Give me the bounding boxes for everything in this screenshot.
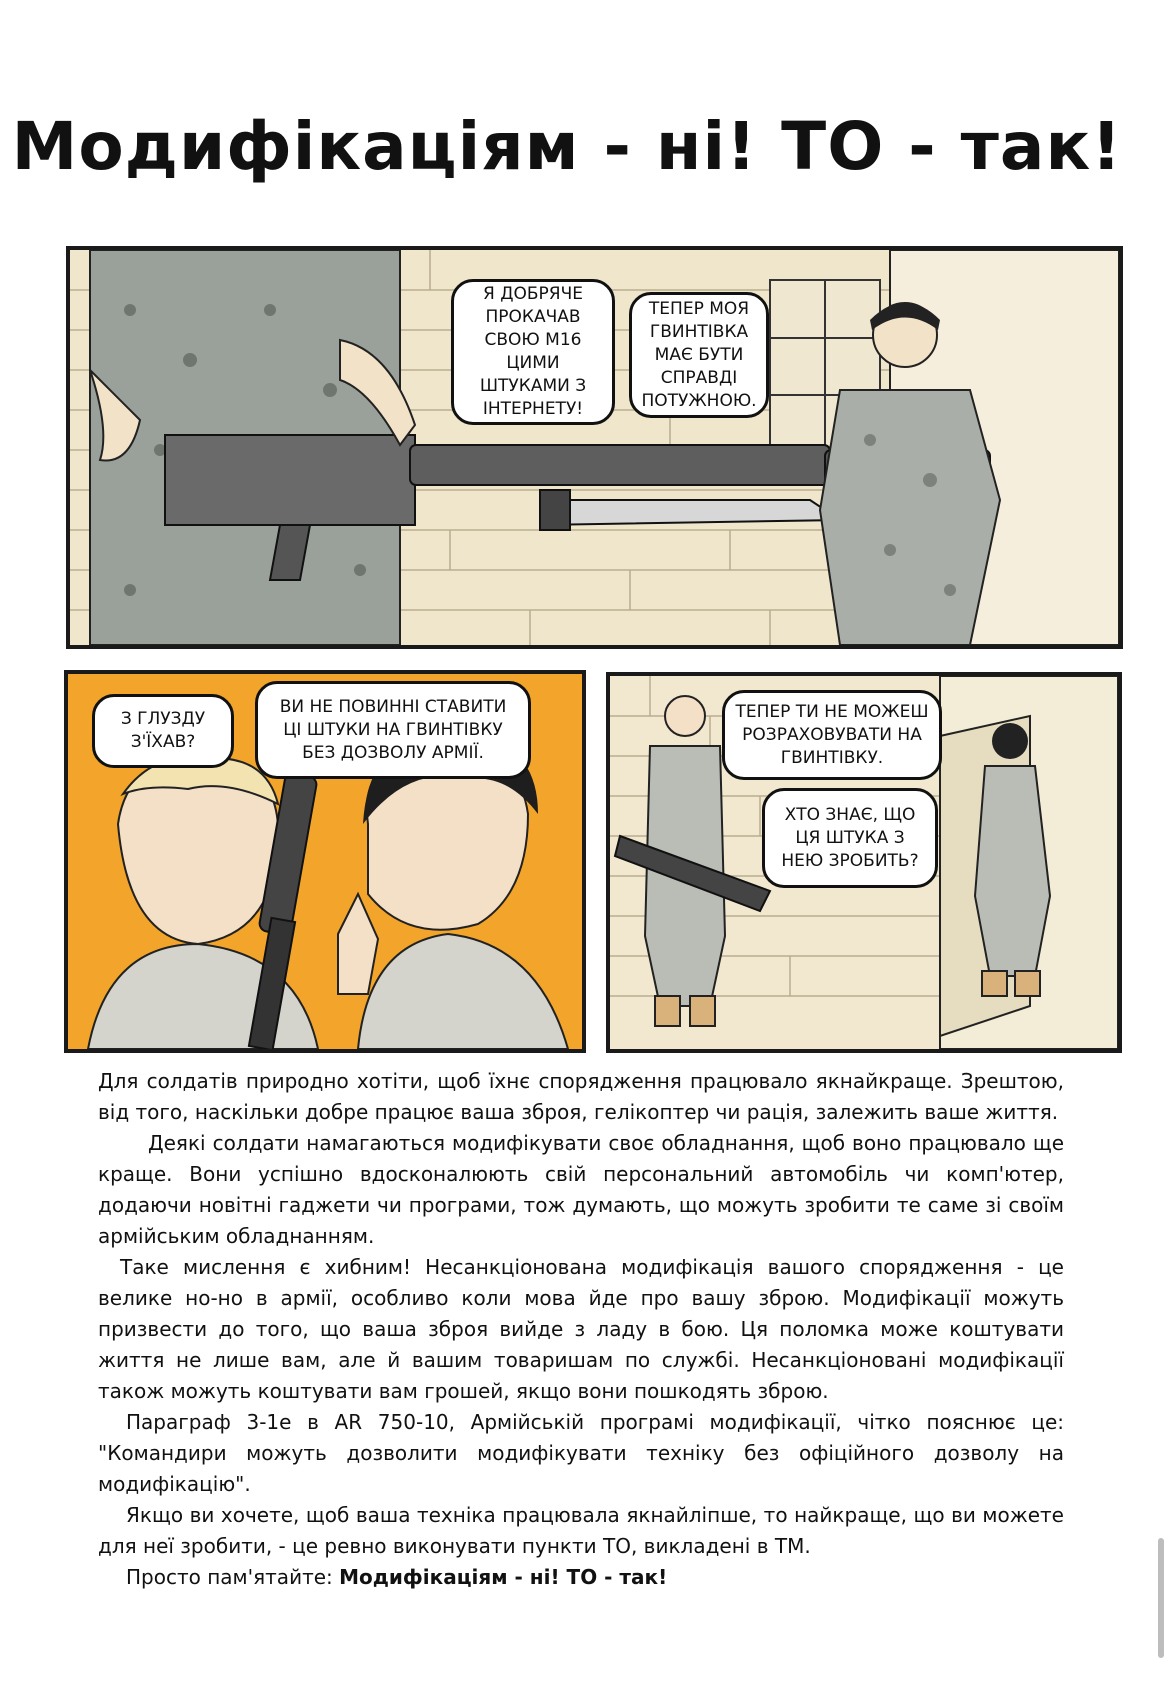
article-paragraph-2: Деякі солдати намагаються модифікувати своє обладнання, щоб воно працювало ще краще. Вони успішно вдосконалюють свій персональний автомобіль чи комп'ютер, додаючи новітні гаджети чи програми, тож думають, що можуть зробити те саме зі своїм армійським обладнанням.	[98, 1131, 1064, 1248]
speech-bubble-powerful-rifle: ТЕПЕР МОЯ ГВИНТІВКА МАЄ БУТИ СПРАВДІ ПОТУЖНОЮ.	[629, 292, 769, 418]
article-paragraph-4: Параграф 3-1е в AR 750-10, Армійській програмі модифікації, чітко пояснює це: "Командири можуть дозволити модифікувати техніку без офіційного дозволу на модифікацію".	[98, 1410, 1064, 1496]
comic-panel-3	[606, 672, 1122, 1053]
comic-panel-1	[66, 246, 1123, 649]
speech-bubble-army-permission: ВИ НЕ ПОВИННІ СТАВИТИ ЦІ ШТУКИ НА ГВИНТІВКУ БЕЗ ДОЗВОЛУ АРМІЇ.	[255, 681, 531, 779]
article-paragraph-6	[98, 1562, 1064, 1593]
speech-bubble-who-knows: ХТО ЗНАЄ, ЩО ЦЯ ШТУКА З НЕЮ ЗРОБИТЬ?	[762, 788, 938, 888]
speech-bubble-rifle-upgrade: Я ДОБРЯЧЕ ПРОКАЧАВ СВОЮ М16 ЦИМИ ШТУКАМИ З ІНТЕРНЕТУ!	[451, 279, 615, 425]
closing-slogan: Модифікаціям - ні! ТО - так!	[339, 1565, 668, 1589]
article-paragraph-3: Таке мислення є хибним! Несанкціонована модифікація вашого спорядження - це велике но-но в армії, особливо коли мова йде про вашу зброю. Модифікації можуть призвести до того, що ваша зброя вийде з ладу в бою. Ця поломка може коштувати життя не лише вам, але й вашим товаришам по службі. Несанкціоновані модифікації також можуть коштувати вам грошей, якщо вони пошкодять зброю.	[98, 1255, 1064, 1403]
speech-bubble-crazy: З ГЛУЗДУ З'ЇХАВ?	[92, 694, 234, 768]
comic-panel-2	[64, 670, 586, 1053]
article-paragraph-5: Якщо ви хочете, щоб ваша техніка працювала якнайліпше, то найкраще, що ви можете для неї зробити, - це ревно виконувати пункти ТО, викладені в ТМ.	[98, 1503, 1064, 1558]
speech-bubble-cant-rely: ТЕПЕР ТИ НЕ МОЖЕШ РОЗРАХОВУВАТИ НА ГВИНТІВКУ.	[722, 690, 942, 780]
closing-lead: Просто пам'ятайте:	[126, 1565, 340, 1589]
page-title: Модифікаціям - ні! ТО - так!	[11, 108, 1123, 185]
vertical-scrollbar[interactable]	[1158, 1538, 1164, 1658]
article-paragraph-1: Для солдатів природно хотіти, щоб їхнє спорядження працювало якнайкраще. Зрештою, від того, наскільки добре працює ваша зброя, гелікоптер чи рація, залежить ваше життя.	[98, 1069, 1064, 1124]
article-body	[98, 1066, 1064, 1593]
